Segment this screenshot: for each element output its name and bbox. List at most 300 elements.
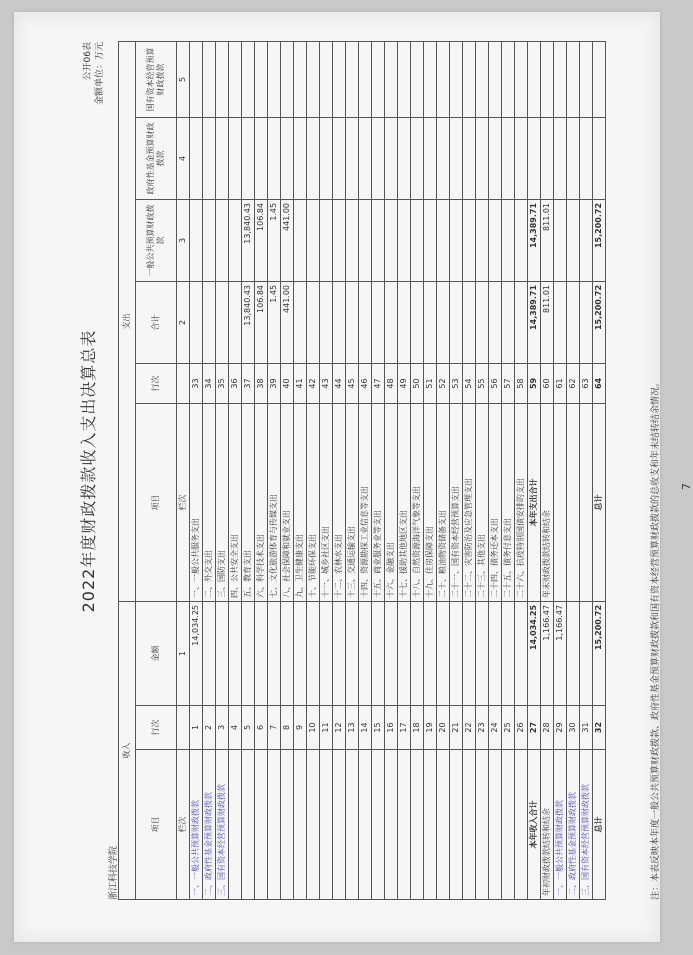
expense-header: 支出 bbox=[119, 41, 136, 601]
expense-state-capital bbox=[255, 41, 268, 117]
sub3-right-no: 63 bbox=[580, 363, 593, 403]
expense-item: 二十、粮油物资储备支出 bbox=[437, 403, 450, 601]
income-header: 收入 bbox=[119, 601, 136, 899]
document-title: 2022年度财政拨款收入支出决算总表 bbox=[79, 329, 98, 613]
income-item bbox=[437, 750, 450, 900]
expense-state-capital bbox=[294, 41, 307, 117]
income-row-no: 16 bbox=[385, 706, 398, 750]
income-amount bbox=[268, 601, 281, 705]
empty-cell bbox=[567, 41, 580, 117]
expense-state-capital bbox=[346, 41, 359, 117]
state-capital-header: 国有资本经营预算财政拨款 bbox=[136, 41, 177, 117]
expense-gen-budget bbox=[372, 199, 385, 281]
income-amount bbox=[255, 601, 268, 705]
expense-item: 二十四、债务还本支出 bbox=[489, 403, 502, 601]
expense-state-capital bbox=[424, 41, 437, 117]
expense-item: 十二、农林水支出 bbox=[333, 403, 346, 601]
income-row-no: 8 bbox=[281, 706, 294, 750]
income-item bbox=[333, 750, 346, 900]
table-row bbox=[450, 41, 463, 899]
empty-cell bbox=[580, 403, 593, 601]
income-row-no: 2 bbox=[203, 706, 216, 750]
income-row-no: 22 bbox=[463, 706, 476, 750]
expense-gov-fund bbox=[359, 117, 372, 199]
carry-in-value: 1,166.47 bbox=[541, 601, 554, 705]
expense-item: 六、科学技术支出 bbox=[255, 403, 268, 601]
income-amount bbox=[294, 601, 307, 705]
expense-total bbox=[437, 281, 450, 363]
carry-sub-row-3 bbox=[580, 41, 593, 899]
expense-gov-fund bbox=[411, 117, 424, 199]
income-item bbox=[515, 750, 528, 900]
expense-row-no: 40 bbox=[281, 363, 294, 403]
empty-cell bbox=[554, 41, 567, 117]
expense-item: 十三、交通运输支出 bbox=[346, 403, 359, 601]
empty-cell bbox=[528, 41, 541, 117]
table-row bbox=[359, 41, 372, 899]
empty-cell bbox=[580, 41, 593, 117]
income-row-no: 15 bbox=[372, 706, 385, 750]
income-amount bbox=[307, 601, 320, 705]
grand-total-gen: 15,200.72 bbox=[593, 199, 606, 281]
expense-row-no: 34 bbox=[203, 363, 216, 403]
grand-total-no-right: 64 bbox=[593, 363, 606, 403]
expense-gov-fund bbox=[489, 117, 502, 199]
expense-state-capital bbox=[450, 41, 463, 117]
expense-gen-budget bbox=[515, 199, 528, 281]
income-amount bbox=[502, 601, 515, 705]
expense-gov-fund bbox=[307, 117, 320, 199]
col-index-4: 4 bbox=[177, 117, 190, 199]
income-item bbox=[489, 750, 502, 900]
income-total-value: 14,034.25 bbox=[528, 601, 541, 705]
expense-row-no: 42 bbox=[307, 363, 320, 403]
expense-gen-budget: 441.00 bbox=[281, 199, 294, 281]
expense-total bbox=[424, 281, 437, 363]
income-row-no: 5 bbox=[242, 706, 255, 750]
empty-cell bbox=[528, 117, 541, 199]
document-page bbox=[14, 12, 693, 942]
income-row-no: 3 bbox=[216, 706, 229, 750]
empty-cell bbox=[541, 41, 554, 117]
income-item bbox=[463, 750, 476, 900]
col-index-1: 1 bbox=[177, 601, 190, 705]
expense-state-capital bbox=[333, 41, 346, 117]
income-item bbox=[424, 750, 437, 900]
income-row-no: 21 bbox=[450, 706, 463, 750]
table-row bbox=[385, 41, 398, 899]
footnote: 注：本表反映本年度一般公共预算财政拨款、政府性基金预算财政拨款和国有资本经营预算财政拨款的总收支和年末结转结余情况。 bbox=[651, 377, 661, 900]
income-row-no: 26 bbox=[515, 706, 528, 750]
expense-gen-budget bbox=[216, 199, 229, 281]
income-item bbox=[385, 750, 398, 900]
expense-item: 七、文化旅游体育与传媒支出 bbox=[268, 403, 281, 601]
expense-row-no: 36 bbox=[229, 363, 242, 403]
expense-gov-fund bbox=[515, 117, 528, 199]
expense-row-no: 38 bbox=[255, 363, 268, 403]
sub1-value: 1,166.47 bbox=[554, 601, 567, 705]
grand-total-no-left: 32 bbox=[593, 706, 606, 750]
table-row bbox=[489, 41, 502, 899]
income-row-no: 4 bbox=[229, 706, 242, 750]
expense-gov-fund bbox=[463, 117, 476, 199]
expense-gov-fund bbox=[385, 117, 398, 199]
amount-unit: 金额单位：万元 bbox=[95, 42, 105, 106]
expense-gen-budget: 106.84 bbox=[255, 199, 268, 281]
header-row-section bbox=[119, 41, 136, 899]
carry-out-gen: 811.01 bbox=[541, 199, 554, 281]
expense-state-capital bbox=[489, 41, 502, 117]
expense-gov-fund bbox=[502, 117, 515, 199]
expense-row-no: 56 bbox=[489, 363, 502, 403]
expense-total: 441.00 bbox=[281, 281, 294, 363]
income-amount bbox=[398, 601, 411, 705]
income-row-no: 12 bbox=[333, 706, 346, 750]
empty-cell bbox=[580, 199, 593, 281]
expense-gen-budget bbox=[294, 199, 307, 281]
income-item bbox=[281, 750, 294, 900]
income-amount bbox=[242, 601, 255, 705]
income-item bbox=[502, 750, 515, 900]
sub2-right-no: 62 bbox=[567, 363, 580, 403]
expense-state-capital bbox=[268, 41, 281, 117]
income-amount bbox=[216, 601, 229, 705]
expense-gen-budget bbox=[489, 199, 502, 281]
expense-total bbox=[411, 281, 424, 363]
expense-row-no: 45 bbox=[346, 363, 359, 403]
income-amount bbox=[463, 601, 476, 705]
expense-total bbox=[216, 281, 229, 363]
expense-item: 十五、商业服务业等支出 bbox=[372, 403, 385, 601]
carry-out-value: 811.01 bbox=[541, 281, 554, 363]
expense-total bbox=[372, 281, 385, 363]
sub2-no: 30 bbox=[567, 706, 580, 750]
expense-gen-budget bbox=[437, 199, 450, 281]
expense-total bbox=[463, 281, 476, 363]
expense-state-capital bbox=[515, 41, 528, 117]
expense-gen-budget bbox=[476, 199, 489, 281]
expense-total bbox=[398, 281, 411, 363]
expense-row-no: 51 bbox=[424, 363, 437, 403]
expense-gov-fund bbox=[437, 117, 450, 199]
expense-total: 13,840.43 bbox=[242, 281, 255, 363]
carry-in-label: 年初财政拨款结转和结余 bbox=[541, 750, 554, 900]
expense-item: 十六、金融支出 bbox=[385, 403, 398, 601]
income-item: 一、一般公共预算财政拨款 bbox=[190, 750, 203, 900]
expense-total-value: 14,389.71 bbox=[528, 281, 541, 363]
organization-name: 浙江科技学院 bbox=[109, 845, 119, 900]
expense-gen-budget bbox=[307, 199, 320, 281]
expense-gov-fund bbox=[255, 117, 268, 199]
expense-gen-budget bbox=[463, 199, 476, 281]
income-item bbox=[294, 750, 307, 900]
table-row bbox=[307, 41, 320, 899]
expense-state-capital bbox=[463, 41, 476, 117]
expense-gov-fund bbox=[203, 117, 216, 199]
expense-total bbox=[476, 281, 489, 363]
expense-item: 九、卫生健康支出 bbox=[294, 403, 307, 601]
form-code: 公开06表 bbox=[83, 42, 93, 81]
empty-cell bbox=[177, 363, 190, 403]
carry-row bbox=[541, 41, 554, 899]
expense-total bbox=[190, 281, 203, 363]
table-row bbox=[346, 41, 359, 899]
gov-fund-header: 政府性基金预算财政拨款 bbox=[136, 117, 177, 199]
expense-gen-budget bbox=[502, 199, 515, 281]
expense-gov-fund bbox=[294, 117, 307, 199]
income-item bbox=[450, 750, 463, 900]
expense-state-capital bbox=[320, 41, 333, 117]
expense-row-no: 57 bbox=[502, 363, 515, 403]
income-row-no: 1 bbox=[190, 706, 203, 750]
expense-row-no-header: 行次 bbox=[136, 363, 177, 403]
income-amount bbox=[515, 601, 528, 705]
income-item bbox=[307, 750, 320, 900]
expense-total bbox=[294, 281, 307, 363]
income-item bbox=[372, 750, 385, 900]
income-row-no: 14 bbox=[359, 706, 372, 750]
col-index-3: 3 bbox=[177, 199, 190, 281]
col-label-right: 栏次 bbox=[177, 403, 190, 601]
expense-state-capital bbox=[307, 41, 320, 117]
income-row-no: 7 bbox=[268, 706, 281, 750]
expense-total bbox=[203, 281, 216, 363]
table-row bbox=[476, 41, 489, 899]
expense-item: 一、一般公共服务支出 bbox=[190, 403, 203, 601]
empty-cell bbox=[580, 117, 593, 199]
expense-row-no: 44 bbox=[333, 363, 346, 403]
expense-item: 十七、援助其他地区支出 bbox=[398, 403, 411, 601]
page-number: 7 bbox=[680, 483, 693, 490]
expense-item: 十四、资源勘探工业信息等支出 bbox=[359, 403, 372, 601]
income-item bbox=[346, 750, 359, 900]
expense-gov-fund bbox=[346, 117, 359, 199]
expense-gen-budget bbox=[320, 199, 333, 281]
sub1-label: 一、一般公共预算财政拨款 bbox=[554, 750, 567, 900]
expense-row-no: 54 bbox=[463, 363, 476, 403]
income-item-header: 项目 bbox=[136, 750, 177, 900]
expense-gov-fund bbox=[216, 117, 229, 199]
sub2-label: 二、政府性基金预算财政拨款 bbox=[567, 750, 580, 900]
expense-gov-fund bbox=[476, 117, 489, 199]
expense-row-no: 43 bbox=[320, 363, 333, 403]
expense-total bbox=[307, 281, 320, 363]
expense-item: 五、教育支出 bbox=[242, 403, 255, 601]
expense-item: 二十五、债务付息支出 bbox=[502, 403, 515, 601]
expense-item: 三、国防支出 bbox=[216, 403, 229, 601]
expense-total-label: 本年支出合计 bbox=[528, 403, 541, 601]
expense-total bbox=[333, 281, 346, 363]
empty-cell bbox=[554, 117, 567, 199]
income-item: 三、国有资本经营预算财政拨款 bbox=[216, 750, 229, 900]
income-amount bbox=[411, 601, 424, 705]
expense-row-no: 49 bbox=[398, 363, 411, 403]
table-row bbox=[502, 41, 515, 899]
expense-item: 二十二、灾害防治及应急管理支出 bbox=[463, 403, 476, 601]
sub1-right-no: 61 bbox=[554, 363, 567, 403]
table-row bbox=[203, 41, 216, 899]
expense-total: 1.45 bbox=[268, 281, 281, 363]
income-amount bbox=[333, 601, 346, 705]
sub3-no: 31 bbox=[580, 706, 593, 750]
budget-table bbox=[118, 41, 606, 900]
expense-row-no: 33 bbox=[190, 363, 203, 403]
expense-row-no: 39 bbox=[268, 363, 281, 403]
income-amount bbox=[450, 601, 463, 705]
expense-total bbox=[515, 281, 528, 363]
grand-total-value-right: 15,200.72 bbox=[593, 281, 606, 363]
expense-gen-budget bbox=[203, 199, 216, 281]
income-amount bbox=[203, 601, 216, 705]
expense-item: 二十三、其他支出 bbox=[476, 403, 489, 601]
expense-state-capital bbox=[229, 41, 242, 117]
income-item bbox=[255, 750, 268, 900]
grand-total-label-right: 总计 bbox=[593, 403, 606, 601]
expense-gov-fund bbox=[398, 117, 411, 199]
expense-total bbox=[359, 281, 372, 363]
income-item bbox=[268, 750, 281, 900]
expense-total-header: 合计 bbox=[136, 281, 177, 363]
income-row-no: 13 bbox=[346, 706, 359, 750]
income-item bbox=[359, 750, 372, 900]
carry-in-no: 28 bbox=[541, 706, 554, 750]
income-amount bbox=[424, 601, 437, 705]
expense-gov-fund bbox=[281, 117, 294, 199]
expense-row-no: 37 bbox=[242, 363, 255, 403]
expense-row-no: 55 bbox=[476, 363, 489, 403]
expense-row-no: 35 bbox=[216, 363, 229, 403]
expense-item: 十八、自然资源海洋气象等支出 bbox=[411, 403, 424, 601]
expense-total bbox=[502, 281, 515, 363]
income-item bbox=[398, 750, 411, 900]
table-row bbox=[320, 41, 333, 899]
income-row-no: 18 bbox=[411, 706, 424, 750]
expense-gen-budget bbox=[424, 199, 437, 281]
table-row bbox=[294, 41, 307, 899]
expense-item: 二十一、国有资本经营预算支出 bbox=[450, 403, 463, 601]
income-row-no: 17 bbox=[398, 706, 411, 750]
expense-gen-budget: 1.45 bbox=[268, 199, 281, 281]
expense-state-capital bbox=[476, 41, 489, 117]
empty-cell bbox=[541, 117, 554, 199]
expense-gen-budget bbox=[333, 199, 346, 281]
table-row bbox=[398, 41, 411, 899]
expense-gov-fund bbox=[424, 117, 437, 199]
income-item bbox=[320, 750, 333, 900]
expense-row-no: 53 bbox=[450, 363, 463, 403]
expense-item: 十、节能环保支出 bbox=[307, 403, 320, 601]
expense-item: 十九、住房保障支出 bbox=[424, 403, 437, 601]
expense-item: 十一、城乡社区支出 bbox=[320, 403, 333, 601]
expense-state-capital bbox=[437, 41, 450, 117]
expense-item: 四、公共安全支出 bbox=[229, 403, 242, 601]
table-row bbox=[463, 41, 476, 899]
table-row bbox=[255, 41, 268, 899]
expense-total-gen: 14,389.71 bbox=[528, 199, 541, 281]
expense-total bbox=[229, 281, 242, 363]
expense-state-capital bbox=[502, 41, 515, 117]
income-row-no: 25 bbox=[502, 706, 515, 750]
income-row-no: 23 bbox=[476, 706, 489, 750]
table-row bbox=[424, 41, 437, 899]
table-row bbox=[411, 41, 424, 899]
expense-gen-budget bbox=[346, 199, 359, 281]
empty-cell bbox=[554, 403, 567, 601]
expense-row-no: 58 bbox=[515, 363, 528, 403]
expense-state-capital bbox=[359, 41, 372, 117]
table-row bbox=[229, 41, 242, 899]
expense-total-no: 59 bbox=[528, 363, 541, 403]
income-row-no: 19 bbox=[424, 706, 437, 750]
expense-total bbox=[320, 281, 333, 363]
expense-total bbox=[489, 281, 502, 363]
empty-cell bbox=[593, 117, 606, 199]
income-amount bbox=[320, 601, 333, 705]
expense-gov-fund bbox=[372, 117, 385, 199]
carry-out-label: 年末财政拨款结转和结余 bbox=[541, 403, 554, 601]
grand-total-label-left: 总计 bbox=[593, 750, 606, 900]
col-index-5: 5 bbox=[177, 41, 190, 117]
expense-gov-fund bbox=[320, 117, 333, 199]
expense-total: 106.84 bbox=[255, 281, 268, 363]
empty-cell bbox=[567, 403, 580, 601]
income-amount bbox=[281, 601, 294, 705]
expense-item: 二、外交支出 bbox=[203, 403, 216, 601]
expense-row-no: 52 bbox=[437, 363, 450, 403]
carry-out-no: 60 bbox=[541, 363, 554, 403]
expense-state-capital bbox=[216, 41, 229, 117]
expense-gov-fund bbox=[333, 117, 346, 199]
expense-total bbox=[346, 281, 359, 363]
income-amount bbox=[372, 601, 385, 705]
income-row-no: 24 bbox=[489, 706, 502, 750]
income-amount bbox=[385, 601, 398, 705]
income-row-no: 20 bbox=[437, 706, 450, 750]
income-amount-header: 金额 bbox=[136, 601, 177, 705]
carry-sub-row-2 bbox=[567, 41, 580, 899]
empty-cell bbox=[567, 117, 580, 199]
expense-gen-budget bbox=[450, 199, 463, 281]
income-amount bbox=[229, 601, 242, 705]
income-amount bbox=[346, 601, 359, 705]
expense-gen-budget bbox=[411, 199, 424, 281]
rotated-sheet bbox=[74, 42, 693, 900]
annual-total-row bbox=[528, 41, 541, 899]
expense-item: 二十六、抗疫特别国债安排的支出 bbox=[515, 403, 528, 601]
grand-total-row bbox=[593, 41, 606, 899]
expense-state-capital bbox=[385, 41, 398, 117]
expense-state-capital bbox=[411, 41, 424, 117]
table-row bbox=[372, 41, 385, 899]
income-item: 二、政府性基金预算财政拨款 bbox=[203, 750, 216, 900]
income-row-no: 11 bbox=[320, 706, 333, 750]
income-item bbox=[229, 750, 242, 900]
income-amount: 14,034.25 bbox=[190, 601, 203, 705]
empty-cell bbox=[554, 199, 567, 281]
income-item bbox=[242, 750, 255, 900]
income-total-no: 27 bbox=[528, 706, 541, 750]
expense-gen-budget bbox=[190, 199, 203, 281]
expense-state-capital bbox=[281, 41, 294, 117]
col-label-left: 栏次 bbox=[177, 750, 190, 900]
table-row bbox=[281, 41, 294, 899]
expense-gov-fund bbox=[229, 117, 242, 199]
expense-state-capital bbox=[190, 41, 203, 117]
gen-budget-header: 一般公共预算财政拨款 bbox=[136, 199, 177, 281]
expense-gen-budget bbox=[229, 199, 242, 281]
expense-state-capital bbox=[242, 41, 255, 117]
expense-gov-fund bbox=[450, 117, 463, 199]
